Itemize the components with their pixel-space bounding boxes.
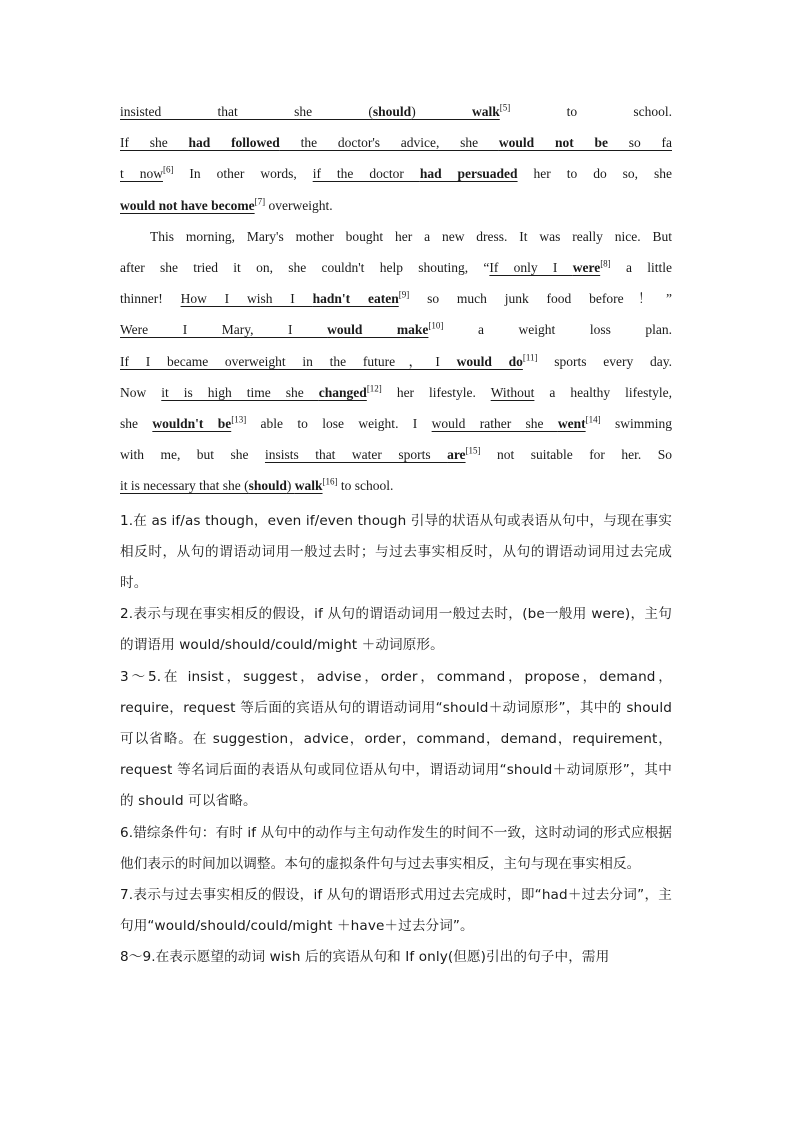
footnote-marker: [10] [428,320,444,331]
note-2: 2.表示与现在事实相反的假设，if 从句的谓语动词用一般过去时，(be一般用 were)，主句的谓语用 would/should/could/might ＋动词原形。 [120,606,672,654]
footnote-marker: [8] [600,258,611,269]
note-1: 1.在 as if/as though，even if/even though 引导的状语从句或表语从句中，与现在事实相反时，从句的谓语动词用一般过去时；与过去事实相反时，从句的谓语动词用过去完成时。 [120,512,672,592]
answer-phrase: insists that water sports are [264,447,466,463]
passage-line-9: If I became overweight in the future，I would do[11] sports every day. [120,352,672,369]
passage-line-10: Now it is high time she changed[12] her lifestyle. Without a healthy lifestyle, [120,383,673,400]
note-6: 6.错综条件句：有时 if 从句中的动作与主句动作发生的时间不一致，这时动词的形式应根据他们表示的时间加以调整。本句的虚拟条件句与过去事实相反，主句与现在事实相反。 [120,824,672,872]
passage-line-12: with me, but she insists that water sports are[15] not suitable for her. So [120,445,672,463]
passage-line-1: insisted that she (should) walk[5] to school. [120,102,672,119]
answer-phrase: wouldn't be [152,416,232,432]
passage-line-7: thinner! How I wish I hadn't eaten[9] so much junk food before！” [120,289,672,307]
answer-phrase: it is necessary that she (should) walk [120,478,323,494]
passage-line-2 [120,127,672,158]
explanation-notes [120,506,672,974]
answer-phrase: it is high time she changed [161,384,367,400]
footnote-marker: [11] [522,352,538,363]
footnote-marker: [15] [465,445,481,456]
footnote-marker: [6] [162,164,174,175]
footnote-marker: [14] [585,414,601,425]
passage [120,96,672,502]
passage-line-6: after she tried it on, she couldn't help shouting, “If only I were[8] a little [120,258,672,276]
passage-line-13: it is necessary that she (should) walk[16] to school. [120,476,394,494]
passage-line-11: she wouldn't be[13] able to lose weight. I would rather she went[14] swimming [120,414,672,432]
note-7: 7.表示与过去事实相反的假设，if 从句的谓语形式用过去完成时，即“had＋过去分词”，主句用“would/should/could/might ＋have＋过去分词”。 [120,887,672,935]
answer-phrase: Without [490,384,535,400]
note-3-5: 3～5.在 insist，suggest，advise，order，command，propose，demand，require，request 等后面的宾语从句的谓语动词用“should＋动词原形”，其中的 should 可以省略。在 suggestion，advice，order，command，demand，requirement，request 等名词后面的表语从句或同位语从句中，谓语动词用“should＋动词原形”，其中的 should 可以省略。 [120,668,672,810]
answer-phrase: Were I Mary, I would make [120,322,429,338]
footnote-marker: [9] [398,289,410,300]
answer-phrase: If only I were [489,260,601,276]
answer-phrase: would not have become [120,197,255,213]
footnote-marker: [7] [254,196,266,207]
answer-phrase: if the doctor had persuaded [312,166,518,182]
note-8-9: 8～9.在表示愿望的动词 wish 后的宾语从句和 If only(但愿)引出的句子中，需用 [120,949,610,966]
passage-line-8: Were I Mary, I would make[10] a weight loss plan. [120,320,672,338]
answer-phrase: If she had followed the doctor's advice, she would not be so fa [120,135,672,151]
passage-line-3: t now[6] In other words, if the doctor had persuaded her to do so, she [120,164,672,182]
footnote-marker: [16] [322,476,338,487]
passage-line-4: would not have become[7] overweight. [120,196,333,213]
footnote-marker: [13] [231,414,247,425]
answer-phrase: would rather she went [431,416,586,432]
passage-line-5: This morning, Mary's mother bought her a new dress. It was really nice. But [150,228,672,244]
footnote-marker: [12] [366,383,382,394]
document-page [120,96,672,974]
footnote-marker: [5] [499,102,511,113]
answer-phrase: insisted that she (should) walk [120,104,500,119]
answer-phrase: How I wish I hadn't eaten [180,291,399,307]
answer-phrase: If I became overweight in the future，I would do [120,353,523,369]
